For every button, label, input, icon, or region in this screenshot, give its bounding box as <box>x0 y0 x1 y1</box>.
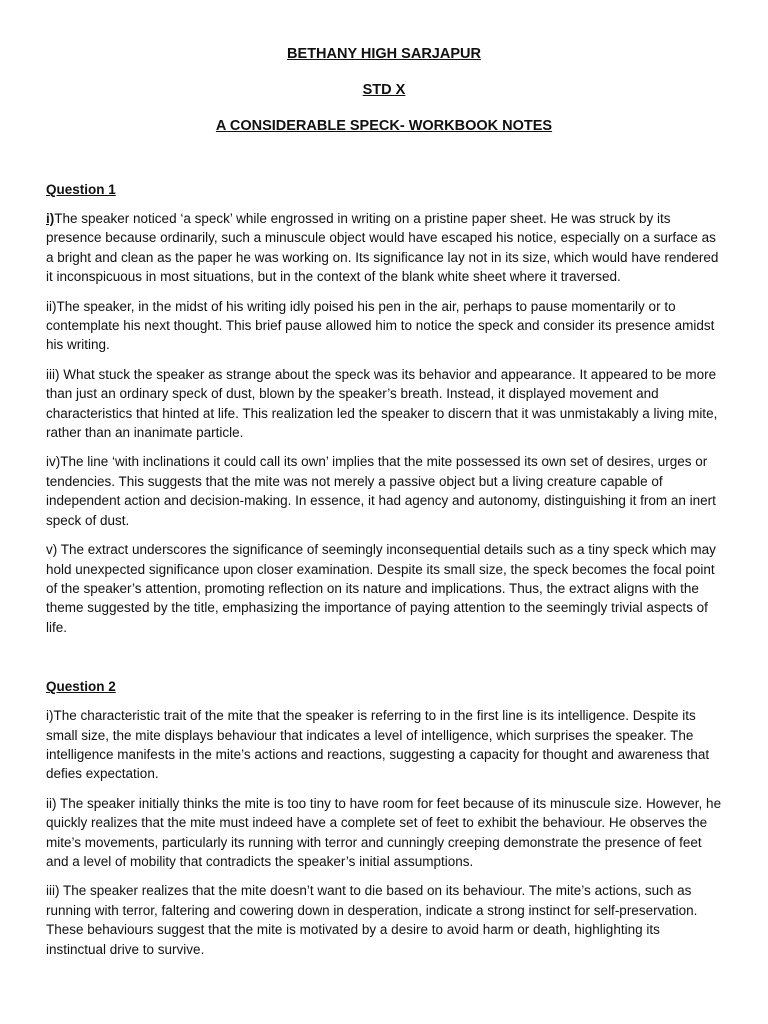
q2-answer-2-number: ii) <box>46 795 57 811</box>
q1-answer-3 <box>46 365 722 443</box>
q2-answer-1-number: i) <box>46 708 54 724</box>
q1-answer-3-number: iii) <box>46 366 60 382</box>
q1-answer-5 <box>46 540 722 637</box>
q2-answer-2-text: The speaker initially thinks the mite is too tiny to have room for feet because of its minuscule size. However, he quickly realizes that the mite must indeed have a complete set of feet to exhibit the behaviour. He observes the mite’s movements, particularly its running with terror and cunningly creeping demonstrate the presence of feet and a level of mobility that contradicts the speaker’s initial assumptions. <box>46 795 722 869</box>
q2-answer-1 <box>46 706 722 784</box>
q1-answer-4-number: iv) <box>46 454 61 470</box>
q1-answer-3-text: What stuck the speaker as strange about the speck was its behavior and appearance. It appeared to be more than just an ordinary speck of dust, blown by the speaker’s breath. Instead, it displayed movement and characteristics that hinted at life. This realization led the speaker to discern that it was unmistakably a living mite, rather than an inanimate particle. <box>46 366 718 441</box>
q1-answer-2 <box>46 297 722 355</box>
class-label: STD X <box>362 82 406 98</box>
question-1-section <box>46 180 722 637</box>
document-title: A CONSIDERABLE SPECK- WORKBOOK NOTES <box>215 118 553 134</box>
q1-answer-2-text: The speaker, in the midst of his writing idly poised his pen in the air, perhaps to pause momentarily or to contemplate his next thought. This brief pause allowed him to notice the speck and consider its presence amidst his writing. <box>46 298 715 353</box>
school-name: BETHANY HIGH SARJAPUR <box>287 46 481 62</box>
q1-answer-1 <box>46 209 722 287</box>
q1-answer-1-text: The speaker noticed ‘a speck’ while engrossed in writing on a pristine paper sheet. He was struck by its presence because ordinarily, such a minuscule object would have escaped his notice, especially on a surface as a bright and clean as the paper he was working on. Its significance lay not in its size, which would have rendered it inconspicuous in most situations, but in the context of the blank white sheet where it traversed. <box>46 211 719 285</box>
document-header <box>46 44 722 136</box>
q1-answer-4 <box>46 452 722 530</box>
q2-answer-3-text: The speaker realizes that the mite doesn’t want to die based on its behaviour. The mite’s actions, such as running with terror, faltering and cowering down in desperation, indicate a strong instinct for self-preservation. These behaviours suggest that the mite is motivated by a desire to avoid harm or death, highlighting its instinctual drive to survive. <box>46 883 698 957</box>
q1-answer-5-number: v) <box>46 542 58 558</box>
q1-answer-5-text: The extract underscores the significance of seemingly inconsequential details such as a tiny speck which may hold unexpected significance upon closer examination. Despite its small size, the speck becomes the focal point of the speaker’s attention, promoting reflection on its nature and implications. Thus, the extract aligns with the theme suggested by the title, emphasizing the importance of paying attention to the seemingly trivial aspects of life. <box>46 542 716 635</box>
question-1-heading: Question 1 <box>46 182 116 197</box>
q1-answer-4-text: The line ‘with inclinations it could call its own’ implies that the mite possessed its own set of desires, urges or tendencies. This suggests that the mite was not merely a passive object but a living creature capable of independent action and decision-making. In essence, it had agency and autonomy, distinguishing it from an inert speck of dust. <box>46 454 716 528</box>
question-2-section <box>46 677 722 959</box>
q2-answer-3-number: iii) <box>46 883 60 899</box>
q2-answer-3 <box>46 881 722 959</box>
q1-answer-1-number: i) <box>46 211 55 226</box>
q1-answer-2-number: ii) <box>46 298 57 314</box>
q2-answer-1-text: The characteristic trait of the mite that the speaker is referring to in the first line is its intelligence. Despite its small size, the mite displays behaviour that indicates a level of intelligence, which surprises the speaker. The intelligence manifests in the mite’s actions and reactions, suggesting a capacity for thought and awareness that defies expectation. <box>46 708 710 782</box>
question-2-heading: Question 2 <box>46 679 116 695</box>
q2-answer-2 <box>46 794 722 872</box>
